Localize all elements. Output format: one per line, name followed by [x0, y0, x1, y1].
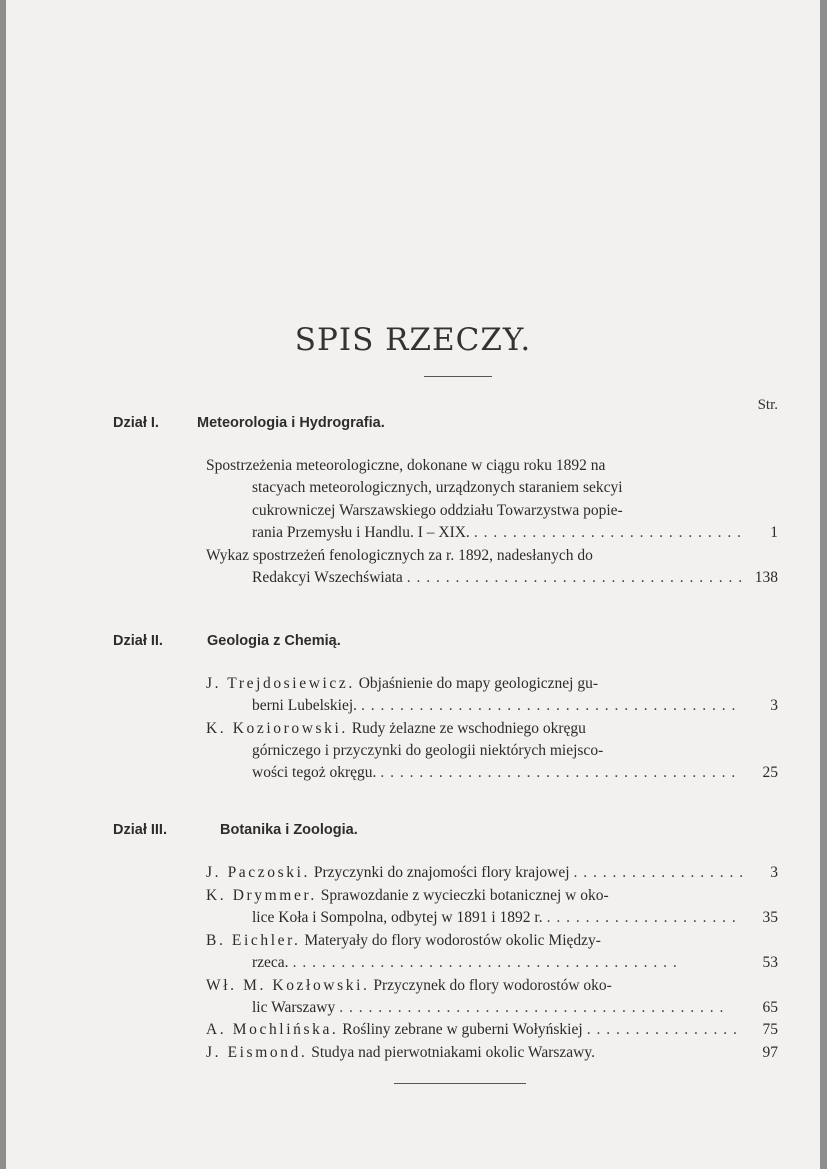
entry-line	[206, 887, 609, 905]
entry-title: Przyczynki do znajomości flory krajowej	[309, 864, 570, 881]
entry-title: Rudy żelazne ze wschodniego okręgu	[347, 720, 586, 737]
entry-last-line	[252, 569, 742, 587]
entry-author: K. Drymmer.	[206, 887, 317, 904]
entry-line	[206, 675, 598, 693]
entry-last-line	[252, 764, 742, 782]
leader-dots	[289, 954, 742, 972]
leader-dots	[583, 1021, 742, 1039]
page-number: 3	[770, 864, 778, 881]
page-column-label: Str.	[757, 397, 778, 413]
page-number: 35	[762, 909, 778, 926]
entry-line	[206, 932, 601, 950]
entry-last-line	[252, 524, 742, 542]
entry-title: Rośliny zebrane w guberni Wołyńskiej	[338, 1021, 583, 1038]
leader-dots	[403, 569, 742, 587]
entry-author: B. Eichler.	[206, 932, 301, 949]
page-number: 75	[762, 1021, 778, 1038]
document-page	[6, 0, 820, 1169]
entry-last-line	[252, 999, 742, 1017]
section-heading-2	[113, 633, 341, 649]
entry-line: lic Warszawy	[252, 999, 336, 1016]
entry-last-line	[206, 864, 742, 882]
entry-author: J. Trejdosiewicz.	[206, 675, 355, 692]
page-number: 1	[770, 524, 778, 541]
entry-line: lice Koła i Sompolna, odbytej w 1891 i 1892 r.	[252, 909, 543, 926]
entry-title: Sprawozdanie z wycieczki botanicznej w oko-	[316, 887, 609, 904]
entry-author: J. Eismond.	[206, 1044, 308, 1061]
section-heading-3	[113, 822, 358, 838]
entry-line	[206, 864, 570, 882]
entry-title: Przyczynek do flory wodorostów oko-	[369, 977, 612, 994]
page-number: 53	[762, 954, 778, 971]
entry-line: Wykaz spostrzeżeń fenologicznych za r. 1892, nadesłanych do	[206, 547, 593, 564]
leader-dots	[357, 697, 742, 715]
section-name: Geologia z Chemią.	[207, 633, 341, 649]
entry-last-line	[252, 697, 742, 715]
page-number: 97	[762, 1044, 778, 1061]
entry-last-line	[206, 1021, 742, 1039]
leader-dots	[570, 864, 742, 882]
section-number: Dział I.	[113, 415, 159, 431]
entry-line: rzeca.	[252, 954, 289, 971]
entry-title: Materyały do flory wodorostów okolic Między-	[300, 932, 601, 949]
page-number: 138	[754, 569, 778, 586]
end-rule	[394, 1083, 526, 1084]
entry-line: Spostrzeżenia meteorologiczne, dokonane w ciągu roku 1892 na	[206, 457, 606, 474]
leader-dots	[335, 999, 742, 1017]
entry-last-line	[252, 954, 742, 972]
leader-dots	[376, 764, 742, 782]
page-number: 25	[762, 764, 778, 781]
page-number: 3	[770, 697, 778, 714]
entry-last-line	[252, 909, 742, 927]
entry-author: J. Paczoski.	[206, 864, 310, 881]
entry-line: Redakcyi Wszechświata	[252, 569, 403, 586]
section-heading-1	[113, 415, 385, 431]
entry-line	[206, 1044, 595, 1062]
entry-line: górniczego i przyczynki do geologii niektórych miejsco-	[252, 742, 604, 759]
section-name: Meteorologia i Hydrografia.	[197, 415, 385, 431]
page-number: 65	[762, 999, 778, 1016]
section-number: Dział III.	[113, 822, 167, 838]
entry-line: stacyach meteorologicznych, urządzonych staraniem sekcyi	[252, 479, 623, 496]
entry-line: berni Lubelskiej.	[252, 697, 358, 714]
title-rule	[424, 376, 492, 377]
entry-line: rania Przemysłu i Handlu. I – XIX.	[252, 524, 470, 541]
entry-line: cukrowniczej Warszawskiego oddziału Towarzystwa popie-	[252, 502, 623, 519]
entry-line: wości tegoż okręgu.	[252, 764, 377, 781]
entry-author: K. Koziorowski.	[206, 720, 348, 737]
entry-author: Wł. M. Kozłowski.	[206, 977, 370, 994]
leader-dots	[470, 524, 742, 542]
section-name: Botanika i Zoologia.	[220, 822, 358, 838]
entry-line	[206, 720, 586, 738]
entry-line	[206, 977, 612, 995]
page-title: SPIS RZECZY.	[294, 322, 532, 358]
entry-title: Objaśnienie do mapy geologicznej gu-	[354, 675, 599, 692]
entry-title: Studya nad pierwotniakami okolic Warszawy.	[307, 1044, 595, 1061]
leader-dots	[543, 909, 742, 927]
section-number: Dział II.	[113, 633, 163, 649]
entry-line	[206, 1021, 583, 1039]
entry-author: A. Mochlińska.	[206, 1021, 339, 1038]
